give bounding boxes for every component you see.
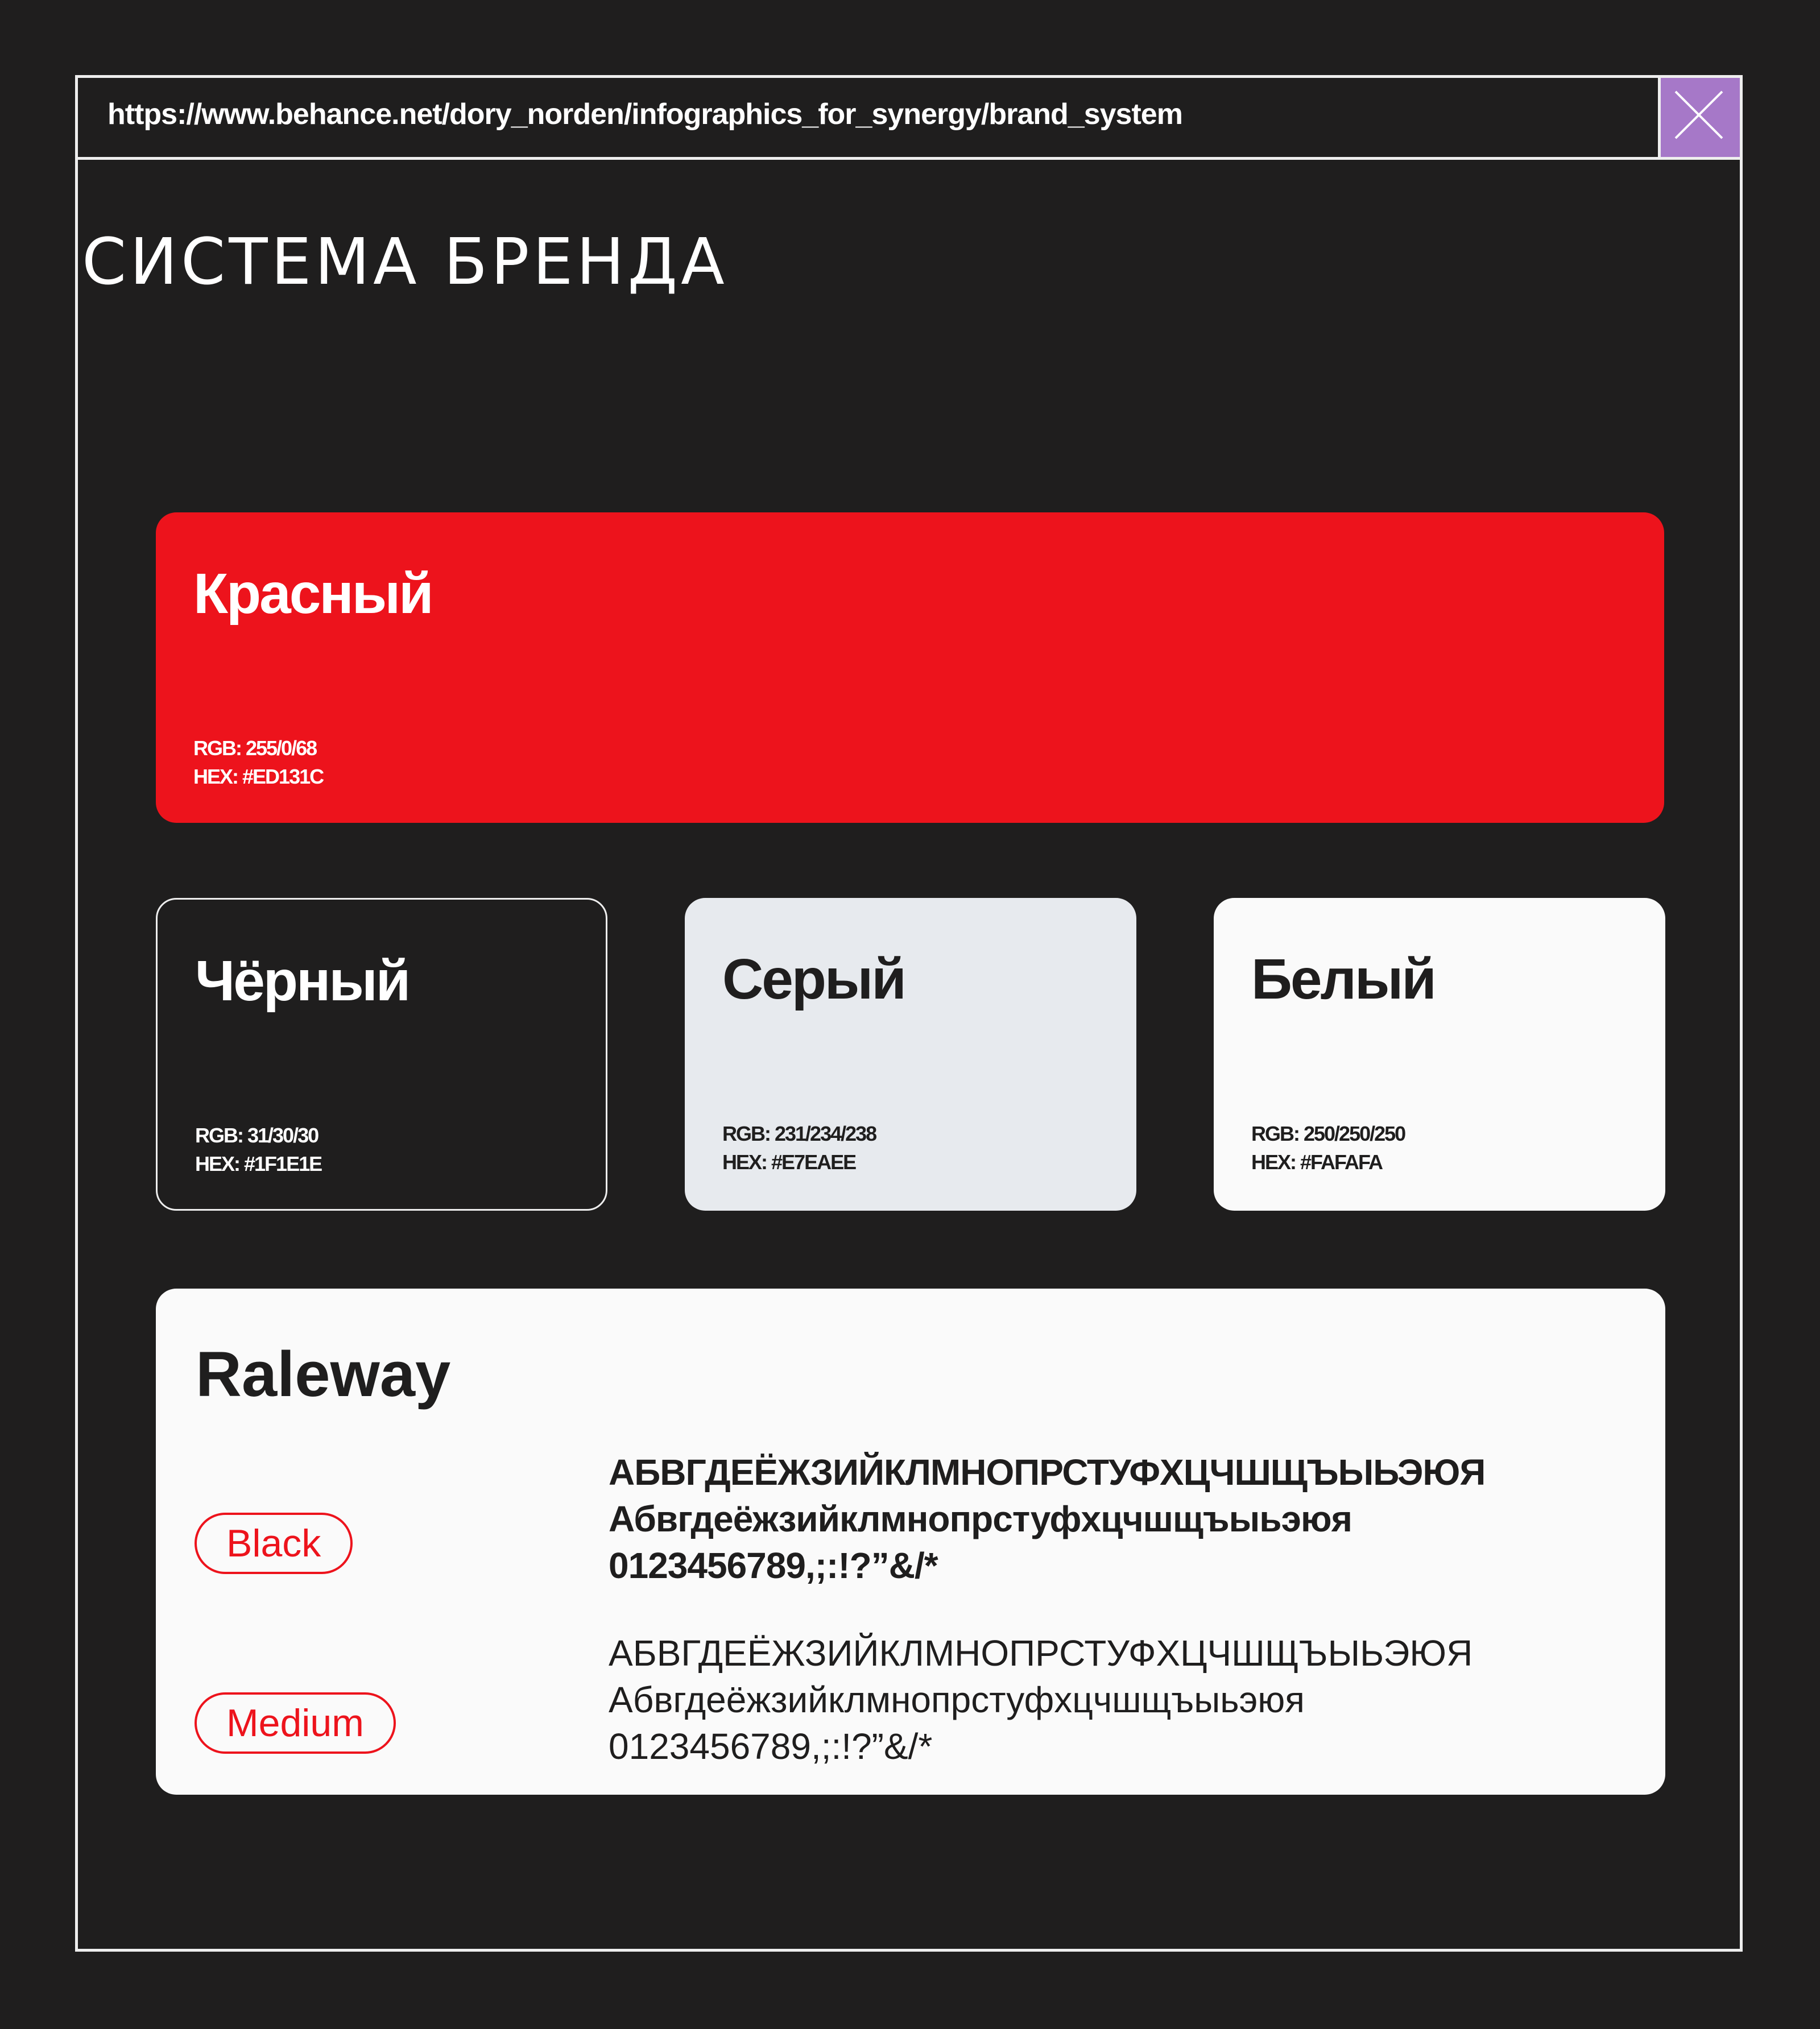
sample-digits: 0123456789,;:!?”&/* xyxy=(609,1726,933,1767)
color-hex: HEX: #1F1E1E xyxy=(195,1152,322,1175)
sample-digits: 0123456789,;:!?”&/* xyxy=(609,1545,938,1586)
color-name: Чёрный xyxy=(195,949,410,1013)
color-card-red xyxy=(156,512,1664,823)
color-rgb: RGB: 31/30/30 xyxy=(195,1124,318,1147)
color-rgb: RGB: 255/0/68 xyxy=(193,736,317,760)
url-bar[interactable] xyxy=(78,78,1740,160)
url-text[interactable]: https://www.behance.net/dory_norden/infographics_for_synergy/brand_system xyxy=(107,98,1182,131)
color-rgb: RGB: 231/234/238 xyxy=(722,1122,876,1145)
sample-uppercase: АБВГДЕЁЖЗИЙКЛМНОПРСТУФХЦЧШЩЪЫЬЭЮЯ xyxy=(609,1452,1486,1493)
color-card-white xyxy=(1214,898,1665,1211)
font-sample-black xyxy=(609,1449,1485,1589)
color-card-black xyxy=(156,898,607,1211)
color-hex: HEX: #E7EAEE xyxy=(722,1150,856,1174)
sample-lowercase: Абвгдеёжзийклмнопрстуфхцчшщъыьэюя xyxy=(609,1679,1305,1720)
page-title: СИСТЕМА БРЕНДА xyxy=(82,225,728,299)
weight-tag-black[interactable]: Black xyxy=(195,1513,353,1574)
typography-card xyxy=(156,1289,1665,1795)
sample-lowercase: Абвгдеёжзийклмнопрстуфхцчшщъыьэюя xyxy=(609,1498,1352,1539)
font-name: Raleway xyxy=(196,1339,451,1410)
color-name: Серый xyxy=(722,947,905,1011)
color-hex: HEX: #ED131C xyxy=(193,765,324,788)
color-rgb: RGB: 250/250/250 xyxy=(1251,1122,1405,1145)
color-name: Красный xyxy=(193,562,432,626)
font-sample-medium xyxy=(609,1630,1472,1770)
color-card-grey xyxy=(685,898,1136,1211)
color-hex: HEX: #FAFAFA xyxy=(1251,1150,1383,1174)
sample-uppercase: АБВГДЕЁЖЗИЙКЛМНОПРСТУФХЦЧШЩЪЫЬЭЮЯ xyxy=(609,1633,1473,1674)
close-icon xyxy=(1674,90,1723,139)
close-button[interactable] xyxy=(1658,78,1740,157)
color-name: Белый xyxy=(1251,947,1435,1011)
weight-tag-medium[interactable]: Medium xyxy=(195,1692,396,1754)
